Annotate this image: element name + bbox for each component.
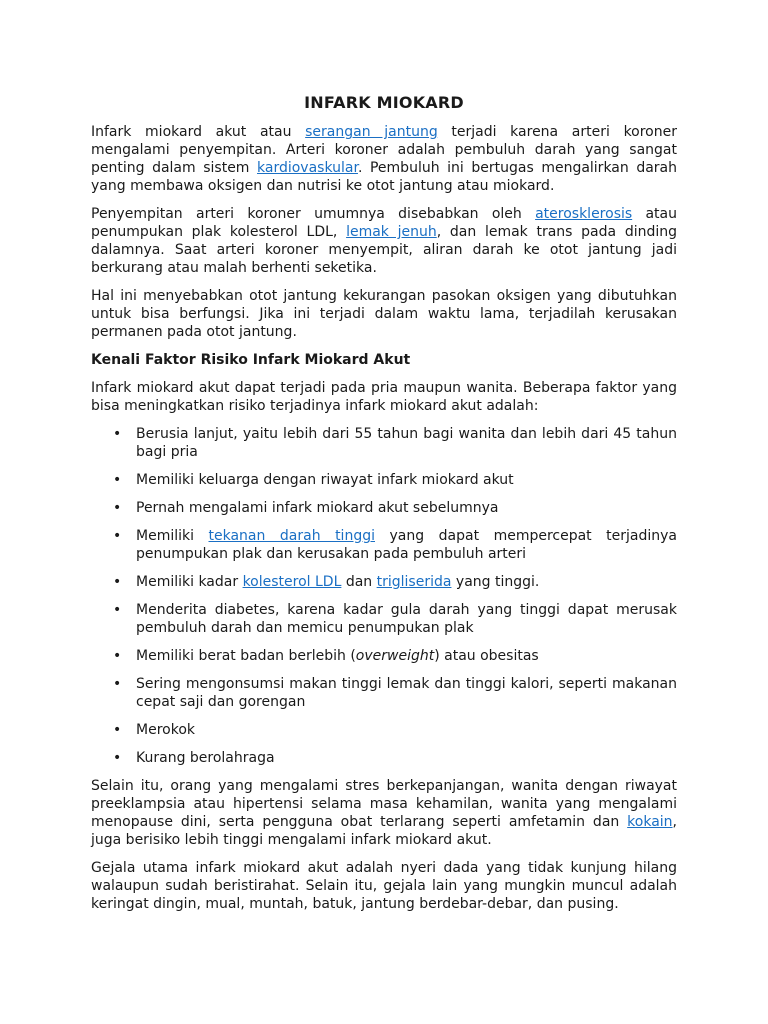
list-item: • Pernah mengalami infark miokard akut sebelumnya bbox=[136, 499, 677, 517]
text: Infark miokard akut atau bbox=[91, 124, 306, 140]
paragraph-cause bbox=[91, 205, 677, 277]
link-kolesterol-ldl[interactable]: kolesterol LDL bbox=[242, 574, 342, 590]
link-tekanan-darah-tinggi[interactable]: tekanan darah tinggi bbox=[208, 528, 375, 544]
text: terjadi karena arteri koroner mengalami penyempitan. Arteri koroner adalah pembuluh darah yang sangat penting dalam sistem bbox=[91, 124, 677, 176]
text: atau penumpukan plak kolesterol LDL, bbox=[91, 206, 677, 240]
list-item: • Menderita diabetes, karena kadar gula darah yang tinggi dapat merusak pembuluh darah dan memicu penumpukan plak bbox=[136, 601, 677, 637]
list-item: • Merokok bbox=[136, 721, 677, 739]
link-serangan-jantung[interactable]: serangan jantung bbox=[305, 124, 438, 140]
text: , juga berisiko lebih tinggi mengalami infark miokard akut. bbox=[91, 814, 677, 848]
list-item bbox=[136, 573, 677, 591]
text: . Pembuluh ini bertugas mengalirkan darah yang membawa oksigen dan nutrisi ke otot jantung atau miokard. bbox=[91, 160, 677, 194]
link-trigliserida[interactable]: trigliserida bbox=[376, 574, 452, 590]
text: Memiliki bbox=[136, 528, 209, 544]
list-item: • Memiliki keluarga dengan riwayat infark miokard akut bbox=[136, 471, 677, 489]
section-heading: Kenali Faktor Risiko Infark Miokard Akut bbox=[91, 352, 411, 368]
paragraph-other-risks bbox=[91, 777, 677, 849]
link-lemak-jenuh[interactable]: lemak jenuh bbox=[346, 224, 437, 240]
text: Selain itu, orang yang mengalami stres berkepanjangan, wanita dengan riwayat preeklampsia atau hipertensi selama masa kehamilan, wanita yang mengalami menopause dini, serta pengguna obat terlarang seperti amfetamin dan bbox=[91, 778, 677, 830]
text: Penyempitan arteri koroner umumnya disebabkan oleh bbox=[91, 206, 536, 222]
risk-factor-list bbox=[91, 425, 677, 767]
text: ) atau obesitas bbox=[434, 648, 539, 664]
list-item bbox=[136, 527, 677, 563]
document-title: INFARK MIOKARD bbox=[304, 93, 464, 112]
link-kardiovaskular[interactable]: kardiovaskular bbox=[257, 160, 358, 176]
text: yang tinggi. bbox=[451, 574, 540, 590]
link-kokain[interactable]: kokain bbox=[627, 814, 673, 830]
paragraph-risk-intro: Infark miokard akut dapat terjadi pada pria maupun wanita. Beberapa faktor yang bisa meningkatkan risiko terjadinya infark miokard akut adalah: bbox=[91, 380, 677, 414]
text: Memiliki berat badan berlebih ( bbox=[136, 648, 356, 664]
text: dan bbox=[341, 574, 377, 590]
text: yang dapat mempercepat terjadinya penumpukan plak dan kerusakan pada pembuluh arteri bbox=[136, 528, 678, 562]
text: , dan lemak trans pada dinding dalamnya. Saat arteri koroner menyempit, aliran darah ke otot jantung jadi berkurang atau malah berhenti seketika. bbox=[91, 224, 677, 276]
list-item bbox=[136, 647, 677, 665]
paragraph-effect: Hal ini menyebabkan otot jantung kekurangan pasokan oksigen yang dibutuhkan untuk bisa berfungsi. Jika ini terjadi dalam waktu lama, terjadilah kerusakan permanen pada otot jantung. bbox=[91, 288, 677, 340]
paragraph-intro bbox=[91, 123, 677, 195]
paragraph-symptoms: Gejala utama infark miokard akut adalah nyeri dada yang tidak kunjung hilang walaupun sudah beristirahat. Selain itu, gejala lain yang mungkin muncul adalah keringat dingin, mual, muntah, batuk, jantung berdebar-debar, dan pusing. bbox=[91, 860, 677, 912]
link-aterosklerosis[interactable]: aterosklerosis bbox=[535, 206, 633, 222]
emphasis-text: overweight bbox=[355, 648, 435, 664]
list-item: • Sering mengonsumsi makan tinggi lemak dan tinggi kalori, seperti makanan cepat saji dan gorengan bbox=[136, 675, 677, 711]
list-item: • Berusia lanjut, yaitu lebih dari 55 tahun bagi wanita dan lebih dari 45 tahun bagi pria bbox=[136, 425, 677, 461]
text: Memiliki kadar bbox=[136, 574, 243, 590]
list-item: • Kurang berolahraga bbox=[136, 749, 677, 767]
